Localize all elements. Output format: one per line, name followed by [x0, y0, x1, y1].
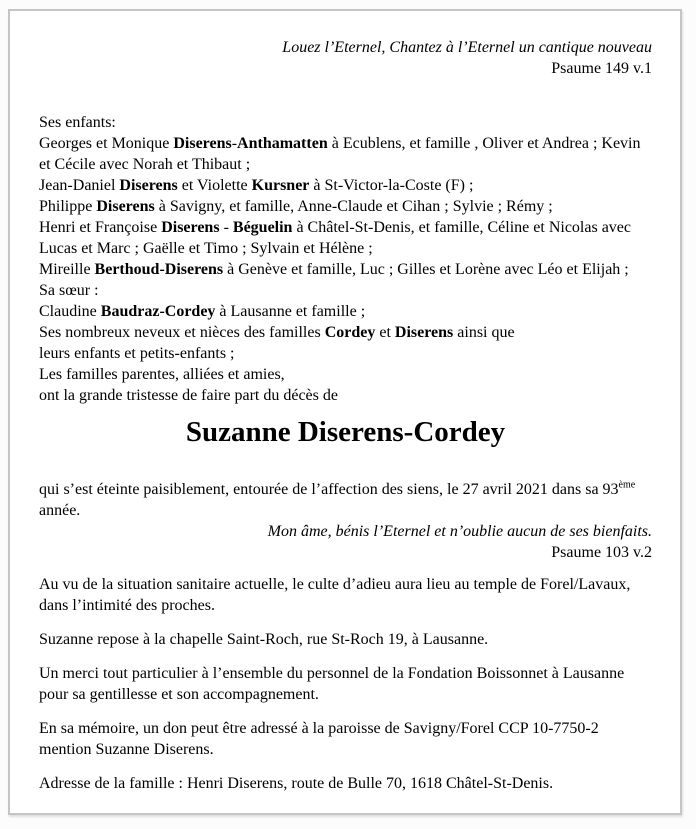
paragraph-line: Adresse de la famille : Henri Diserens, route de Bulle 70, 1618 Châtel-St-Denis.	[39, 775, 554, 792]
donation-paragraph	[39, 718, 652, 760]
top-quote-block	[39, 37, 652, 79]
ceremony-paragraph	[39, 574, 652, 616]
obituary-content	[10, 11, 680, 813]
paragraph-line: mention Suzanne Diserens.	[39, 741, 214, 758]
family-line: Les familles parentes, alliées et amies,	[39, 366, 285, 383]
family-line: ont la grande tristesse de faire part du décès de	[39, 387, 338, 404]
family-line: Georges et Monique Diserens-Anthamatten à Ecublens, et famille , Oliver et Andrea ; Kevin	[39, 135, 641, 152]
paragraph-line: En sa mémoire, un don peut être adressé à la paroisse de Savigny/Forel CCP 10-7750-2	[39, 720, 599, 737]
family-line: Claudine Baudraz-Cordey à Lausanne et famille ;	[39, 303, 366, 320]
chapel-paragraph	[39, 629, 652, 650]
thanks-paragraph	[39, 663, 652, 705]
family-line: et Cécile avec Norah et Thibaut ;	[39, 156, 251, 173]
family-line: Sa sœur :	[39, 282, 99, 299]
paragraph-line: dans l’intimité des proches.	[39, 597, 215, 614]
family-line: Mireille Berthoud-Diserens à Genève et famille, Luc ; Gilles et Lorène avec Léo et Elijah ;	[39, 261, 629, 278]
death-notice-line: année.	[39, 502, 81, 519]
family-line: Ses enfants:	[39, 114, 116, 131]
death-notice-line: qui s’est éteinte paisiblement, entourée de l’affection des siens, le 27 avril 2021 dans sa 93ème	[39, 479, 636, 498]
family-names-block	[39, 112, 652, 406]
paragraph-line: Un merci tout particulier à l’ensemble du personnel de la Fondation Boissonnet à Lausanne	[39, 665, 625, 682]
mid-quote-block	[39, 521, 652, 563]
paragraph-line: Suzanne repose à la chapelle Saint-Roch, rue St-Roch 19, à Lausanne.	[39, 631, 489, 648]
paragraph-line: pour sa gentillesse et son accompagnement.	[39, 686, 319, 703]
obituary-page	[8, 9, 682, 815]
death-notice	[39, 479, 652, 521]
family-line: Henri et Françoise Diserens - Béguelin à Châtel-St-Denis, et famille, Céline et Nicolas avec	[39, 219, 631, 236]
family-line: Ses nombreux neveux et nièces des familles Cordey et Diserens ainsi que	[39, 324, 515, 341]
family-line: Jean-Daniel Diserens et Violette Kursner à St-Victor-la-Coste (F) ;	[39, 177, 474, 194]
mid-scripture-quote: Mon âme, bénis l’Eternel et n’oublie aucun de ses bienfaits.	[267, 523, 652, 540]
family-line: leurs enfants et petits-enfants ;	[39, 345, 235, 362]
deceased-name-heading: Suzanne Diserens-Cordey	[185, 416, 506, 448]
family-line: Philippe Diserens à Savigny, et famille, Anne-Claude et Cihan ; Sylvie ; Rémy ;	[39, 198, 553, 215]
paragraph-line: Au vu de la situation sanitaire actuelle, le culte d’adieu aura lieu au temple de Forel/Lavaux,	[39, 576, 631, 593]
top-scripture-quote: Louez l’Eternel, Chantez à l’Eternel un cantique nouveau	[282, 39, 652, 56]
mid-scripture-reference: Psaume 103 v.2	[551, 544, 652, 561]
family-address-paragraph	[39, 773, 652, 794]
family-line: Lucas et Marc ; Gaëlle et Timo ; Sylvain et Hélène ;	[39, 240, 373, 257]
top-scripture-reference: Psaume 149 v.1	[551, 60, 652, 77]
